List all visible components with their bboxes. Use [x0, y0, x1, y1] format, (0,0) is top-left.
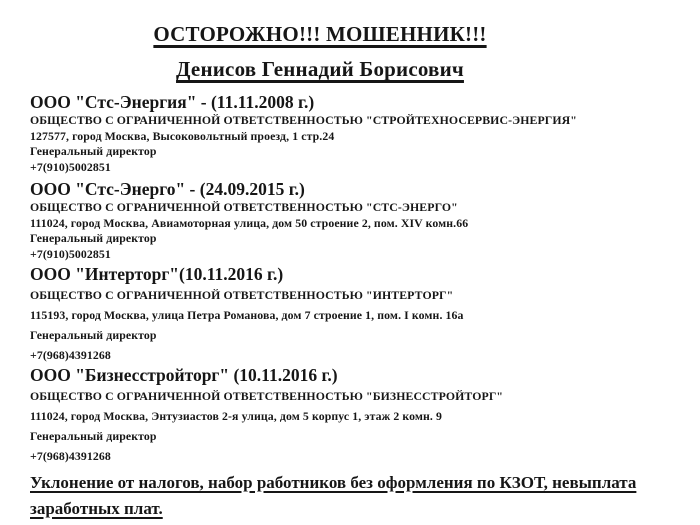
footer-warning: [30, 470, 672, 522]
company-role: Генеральный директор: [30, 144, 157, 158]
footer-warning-line-1: [30, 470, 672, 496]
company-phone: +7(910)5002851: [30, 159, 111, 174]
company-heading: ООО "Бизнесстройторг" (10.11.2016 г.): [30, 365, 338, 385]
person-name-text: Денисов Геннадий Борисович: [176, 57, 464, 81]
footer-warning-text-1: Уклонение от налогов, набор работников без оформления по КЗОТ, невыплата: [30, 473, 637, 492]
company-legal-name: ОБЩЕСТВО С ОГРАНИЧЕННОЙ ОТВЕТСТВЕННОСТЬЮ "СТС-ЭНЕРГО": [30, 200, 458, 214]
company-role: Генеральный директор: [30, 429, 157, 443]
company-role: Генеральный директор: [30, 231, 157, 245]
person-name: [30, 57, 610, 82]
company-legal-name: ОБЩЕСТВО С ОГРАНИЧЕННОЙ ОТВЕТСТВЕННОСТЬЮ "СТРОЙТЕХНОСЕРВИС-ЭНЕРГИЯ": [30, 113, 577, 127]
company-role: Генеральный директор: [30, 328, 157, 342]
company-block-sts-energo: [30, 179, 672, 262]
company-block-biznesstroytorg: [30, 365, 672, 466]
company-address: 111024, город Москва, Энтузиастов 2-я улица, дом 5 корпус 1, этаж 2 комн. 9: [30, 409, 443, 423]
title-area: [30, 22, 610, 82]
company-heading: ООО "Стс-Энергия" - (11.11.2008 г.): [30, 92, 315, 112]
company-phone: +7(968)4391268: [30, 449, 111, 463]
company-heading: ООО "Интерторг"(10.11.2016 г.): [30, 264, 284, 284]
footer-warning-text-2: заработных плат.: [30, 499, 163, 518]
company-address: 111024, город Москва, Авиамоторная улица, дом 50 строение 2, пом. XIV комн.66: [30, 215, 469, 230]
company-legal-name: ОБЩЕСТВО С ОГРАНИЧЕННОЙ ОТВЕТСТВЕННОСТЬЮ "ИНТЕРТОРГ": [30, 288, 454, 302]
page-title: [30, 22, 610, 47]
company-block-intertorg: [30, 264, 672, 365]
company-block-sts-energiya: [30, 92, 672, 175]
page-title-text: ОСТОРОЖНО!!! МОШЕННИК!!!: [153, 22, 487, 46]
company-address: 115193, город Москва, улица Петра Романова, дом 7 строение 1, пом. I комн. 16а: [30, 308, 464, 322]
company-heading: ООО "Стс-Энерго" - (24.09.2015 г.): [30, 179, 305, 199]
company-phone: +7(910)5002851: [30, 246, 111, 261]
company-address: 127577, город Москва, Высоковольтный проезд, 1 стр.24: [30, 128, 335, 143]
company-legal-name: ОБЩЕСТВО С ОГРАНИЧЕННОЙ ОТВЕТСТВЕННОСТЬЮ "БИЗНЕССТРОЙТОРГ": [30, 389, 504, 403]
company-phone: +7(968)4391268: [30, 348, 111, 362]
footer-warning-line-2: [30, 496, 672, 522]
